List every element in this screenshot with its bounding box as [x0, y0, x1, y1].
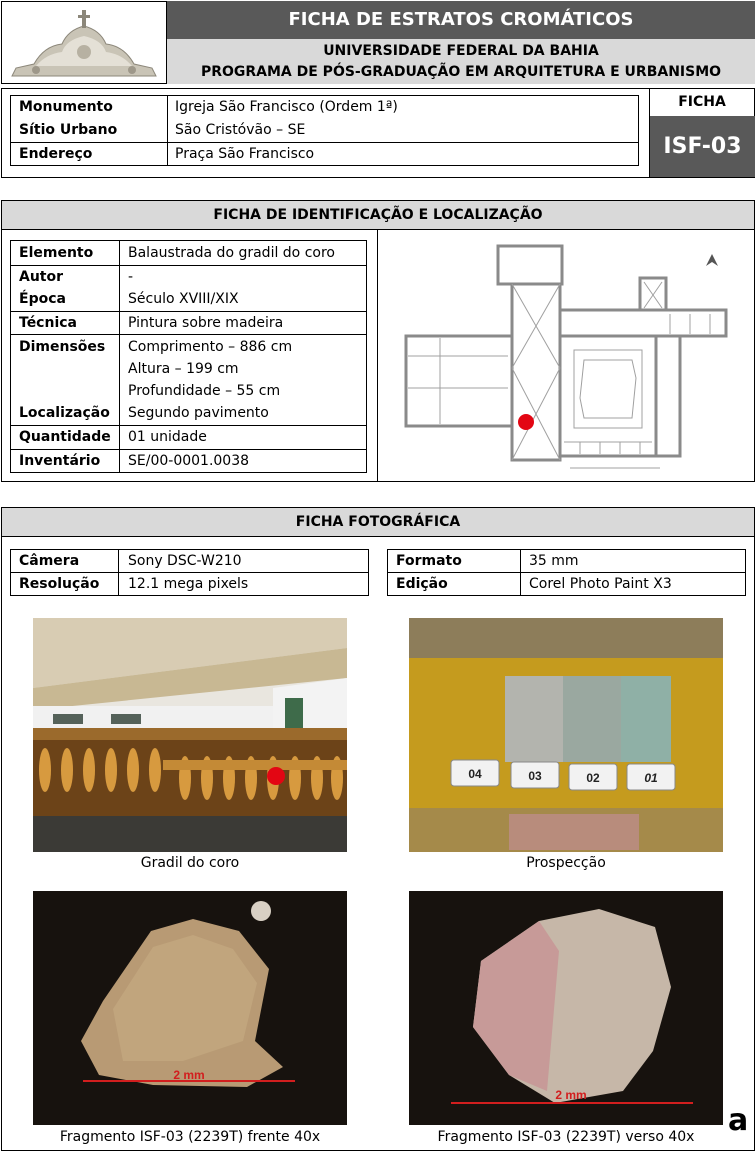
id-row-rule-3 [10, 334, 367, 335]
dimensions-label: Dimensões [19, 339, 106, 355]
camera-label: Câmera [19, 553, 80, 569]
caption-fragment-front: Fragmento ISF-03 (2239T) frente 40x [59, 1129, 321, 1145]
monument-value: Igreja São Francisco (Ordem 1ª) [175, 99, 398, 115]
photo-sheet-title-rule [1, 536, 755, 537]
author-value: - [128, 269, 134, 285]
urban-site-label: Sítio Urbano [19, 122, 118, 138]
ficha-code: ISF-03 [650, 116, 755, 177]
identification-title-rule [1, 229, 755, 230]
prospection-tag-02: 02 [586, 771, 600, 785]
scale-label-front: 2 mm [173, 1068, 205, 1082]
identification-panel-divider [377, 229, 378, 482]
dimension-height: Altura – 199 cm [128, 361, 239, 377]
resolution-value: 12.1 mega pixels [128, 576, 249, 592]
technique-label: Técnica [19, 315, 77, 331]
photo-fragment-back [409, 891, 723, 1125]
caption-fragment-back: Fragmento ISF-03 (2239T) verso 40x [437, 1129, 695, 1145]
inventory-label: Inventário [19, 453, 101, 469]
quantity-label: Quantidade [19, 429, 111, 445]
floor-plan [400, 238, 736, 478]
location-value: Segundo pavimento [128, 405, 269, 421]
university-name: UNIVERSIDADE FEDERAL DA BAHIA [323, 43, 599, 59]
location-label: Localização [19, 405, 110, 421]
period-label: Época [19, 291, 66, 307]
resolution-label: Resolução [19, 576, 100, 592]
element-value: Balaustrada do gradil do coro [128, 245, 335, 261]
prospection-tag-03: 03 [528, 769, 542, 783]
program-name: PROGRAMA DE PÓS-GRADUAÇÃO EM ARQUITETURA E URBANISMO [200, 64, 722, 80]
photo-choir-railing [33, 618, 347, 852]
church-logo [6, 6, 162, 80]
urban-site-value: São Cristóvão – SE [175, 122, 306, 138]
address-label: Endereço [19, 146, 93, 162]
page-title: FICHA DE ESTRATOS CROMÁTICOS [288, 9, 634, 30]
id-row-rule-1 [10, 265, 367, 266]
format-value: 35 mm [529, 553, 579, 569]
scale-label-back: 2 mm [555, 1088, 587, 1102]
monument-col-divider [167, 95, 168, 166]
period-value: Século XVIII/XIX [128, 291, 239, 307]
dimension-length: Comprimento – 886 cm [128, 339, 293, 355]
format-label: Formato [396, 553, 462, 569]
caption-choir-railing: Gradil do coro [140, 855, 240, 871]
author-label: Autor [19, 269, 64, 285]
identification-col-divider [119, 240, 120, 473]
monument-label: Monumento [19, 99, 113, 115]
element-label: Elemento [19, 245, 94, 261]
quantity-value: 01 unidade [128, 429, 207, 445]
photo-fragment-front [33, 891, 347, 1125]
corner-letter: a [728, 1103, 749, 1138]
identification-title: FICHA DE IDENTIFICAÇÃO E LOCALIZAÇÃO [213, 207, 543, 223]
prospection-tag-01: 01 [644, 771, 658, 785]
camera-value: Sony DSC-W210 [128, 553, 242, 569]
photo-prospection [409, 618, 723, 852]
dimension-depth: Profundidade – 55 cm [128, 383, 281, 399]
address-value: Praça São Francisco [175, 146, 315, 162]
caption-prospection: Prospecção [526, 855, 606, 871]
edition-label: Edição [396, 576, 448, 592]
photo-sheet-title: FICHA FOTOGRÁFICA [295, 514, 461, 530]
monument-row-divider [10, 142, 639, 143]
technique-value: Pintura sobre madeira [128, 315, 284, 331]
inventory-value: SE/00-0001.0038 [128, 453, 250, 469]
edition-value: Corel Photo Paint X3 [529, 576, 672, 592]
prospection-tag-04: 04 [468, 767, 482, 781]
ficha-label: FICHA [678, 94, 726, 110]
